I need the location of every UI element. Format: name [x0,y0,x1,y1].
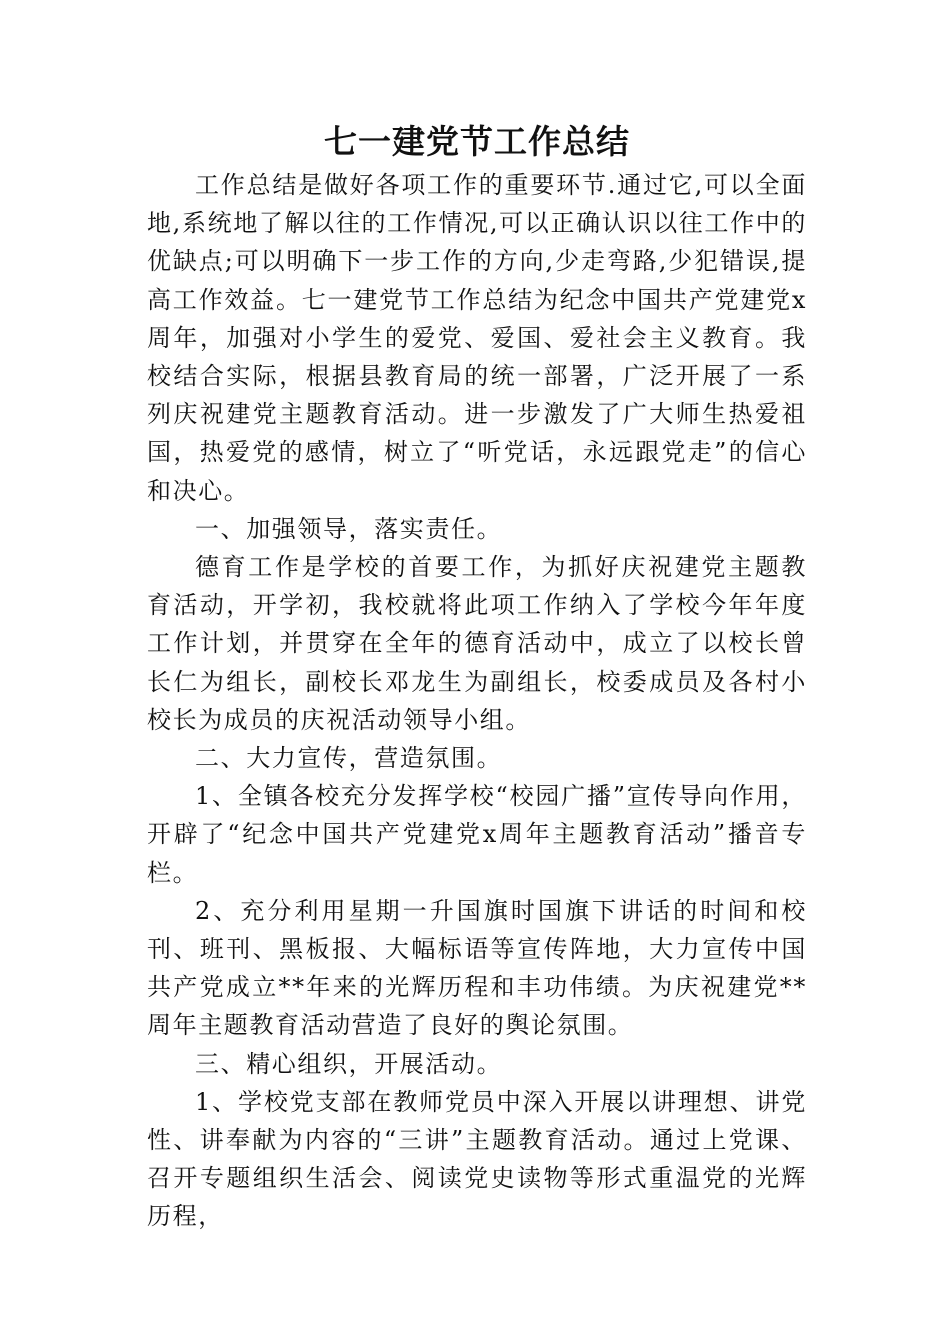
body-paragraph: 德育工作是学校的首要工作，为抓好庆祝建党主题教育活动，开学初，我校就将此项工作纳入了学校今年年度工作计划，并贯穿在全年的德育活动中，成立了以校长曾长仁为组长，副校长邓龙生为副组长，校委成员及各村小校长为成员的庆祝活动领导小组。 [147,553,807,734]
body-paragraph: 1、全镇各校充分发挥学校“校园广播”宣传导向作用，开辟了“纪念中国共产党建党x周年主题教育活动”播音专栏。 [147,782,807,887]
intro-paragraph: 工作总结是做好各项工作的重要环节.通过它,可以全面地,系统地了解以往的工作情况,可以正确认识以往工作中的优缺点;可以明确下一步工作的方向,少走弯路,少犯错误,提高工作效益。七一建党节工作总结为纪念中国共产党建党x周年，加强对小学生的爱党、爱国、爱社会主义教育。我校结合实际，根据县教育局的统一部署，广泛开展了一系列庆祝建党主题教育活动。进一步激发了广大师生热爱祖国，热爱党的感情，树立了“听党话，永远跟党走”的信心和决心。 [147,171,807,505]
section-heading-1: 一、加强领导，落实责任。 [195,514,503,543]
document-page [147,118,807,1236]
document-title: 七一建党节工作总结 [324,122,630,161]
body-paragraph: 2、充分利用星期一升国旗时国旗下讲话的时间和校刊、班刊、黑板报、大幅标语等宣传阵地，大力宣传中国共产党成立**年来的光辉历程和丰功伟绩。为庆祝建党**周年主题教育活动营造了良好的舆论氛围。 [147,896,807,1040]
section-heading-2: 二、大力宣传，营造氛围。 [195,744,503,773]
body-paragraph: 1、学校党支部在教师党员中深入开展以讲理想、讲党性、讲奉献为内容的“三讲”主题教育活动。通过上党课、召开专题组织生活会、阅读党史读物等形式重温党的光辉历程， [147,1087,807,1231]
section-heading-3: 三、精心组织，开展活动。 [195,1049,503,1078]
